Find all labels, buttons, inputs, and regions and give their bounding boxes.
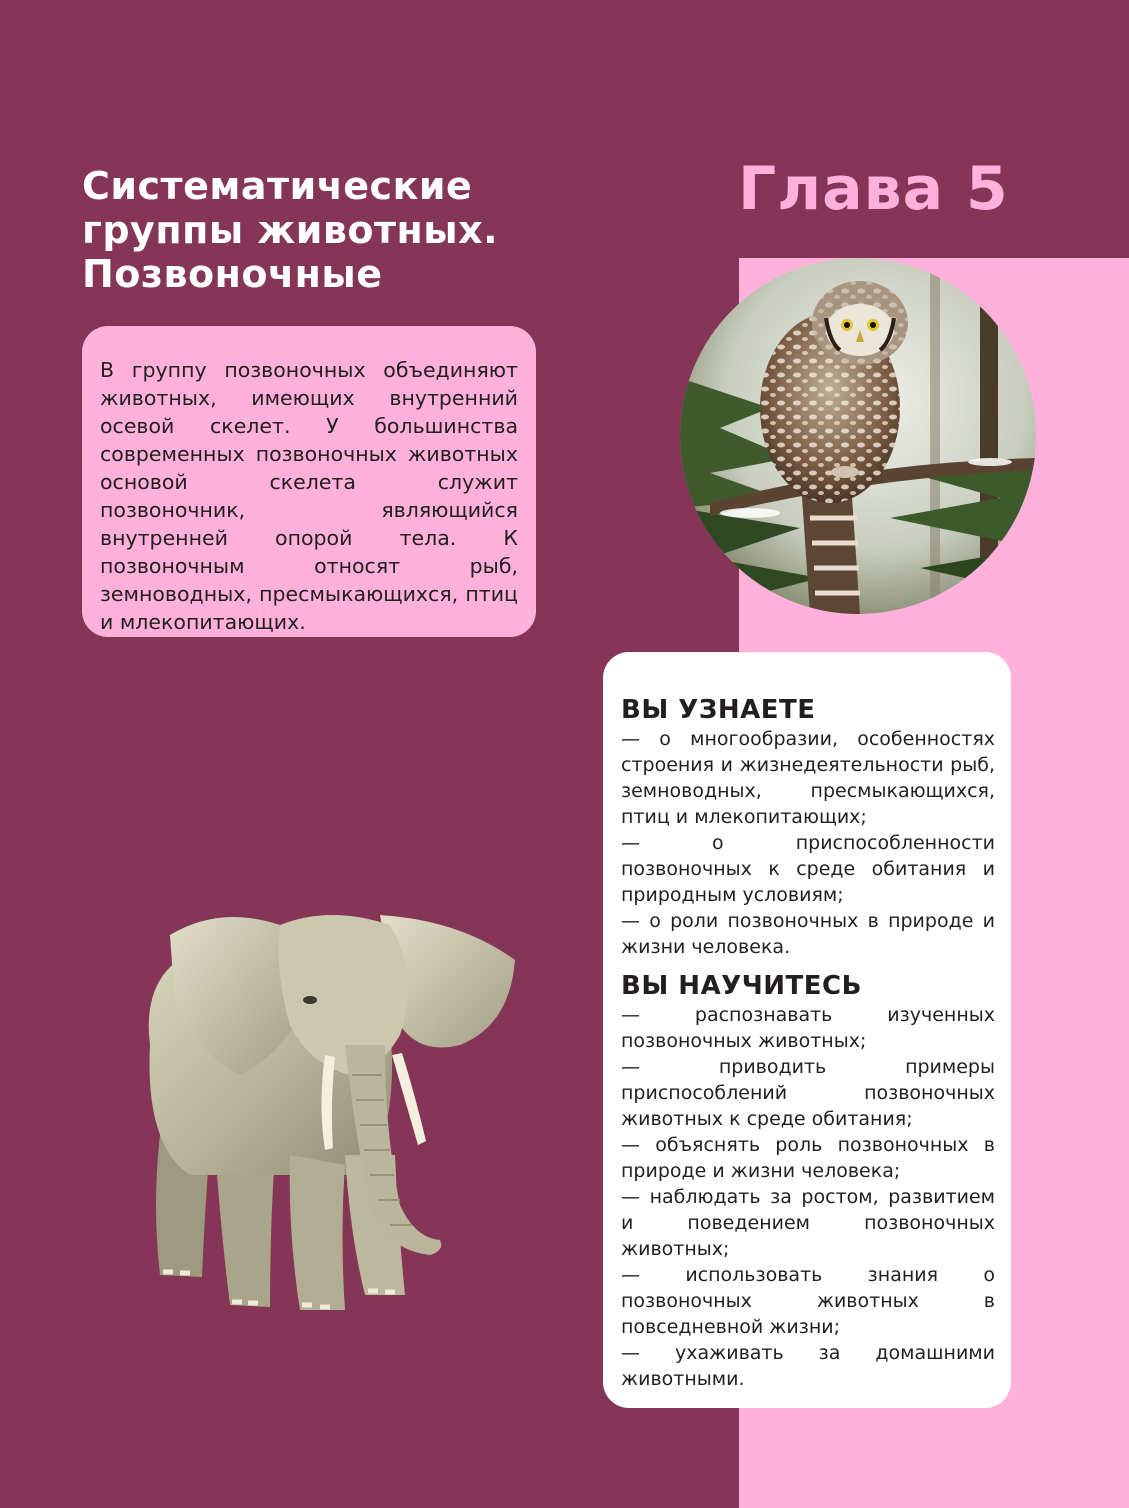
intro-text: В группу позвоночных объединяют животных, имеющих внутренний осевой скелет. У большинства современных позвоночных животных основой скелета служит позвоночник, являющийся внутренней опорой тела. К позвоночным относят рыб, земноводных, пресмыкающихся, птиц и млекопитающих. xyxy=(100,358,518,634)
skills-item-5: — использовать знания о позвоночных животных в повседневной жизни; xyxy=(621,1264,995,1338)
skills-item-6: — ухаживать за домашними животными. xyxy=(621,1342,995,1390)
skills-item-3: — объяснять роль позвоночных в природе и жизни человека; xyxy=(621,1134,995,1182)
section-title-line-1: Систематические xyxy=(82,164,473,208)
learn-heading: ВЫ УЗНАЕТЕ xyxy=(621,695,816,725)
section-title xyxy=(82,164,498,296)
skills-heading: ВЫ НАУЧИТЕСЬ xyxy=(621,971,862,1001)
owl-photo xyxy=(680,258,1036,614)
skills-item-4: — наблюдать за ростом, развитием и поведением позвоночных животных; xyxy=(621,1186,995,1260)
section-title-line-2: группы животных. xyxy=(82,208,499,252)
learn-item-1: — о многообразии, особенностях строения и жизнедеятельности рыб, земноводных, пресмыкающихся, птиц и млекопитающих; xyxy=(621,728,995,828)
learning-outcomes-card xyxy=(603,652,1011,1408)
chapter-label: Глава 5 xyxy=(738,154,1009,224)
elephant-illustration xyxy=(130,905,522,1325)
learn-item-3: — о роли позвоночных в природе и жизни человека. xyxy=(621,910,995,958)
section-title-line-3: Позвоночные xyxy=(82,252,383,296)
skills-item-1: — распознавать изученных позвоночных животных; xyxy=(621,1004,995,1052)
intro-box xyxy=(82,326,536,637)
learn-item-2: — о приспособленности позвоночных к среде обитания и природным условиям; xyxy=(621,832,995,906)
skills-item-2: — приводить примеры приспособлений позвоночных животных к среде обитания; xyxy=(621,1056,995,1130)
